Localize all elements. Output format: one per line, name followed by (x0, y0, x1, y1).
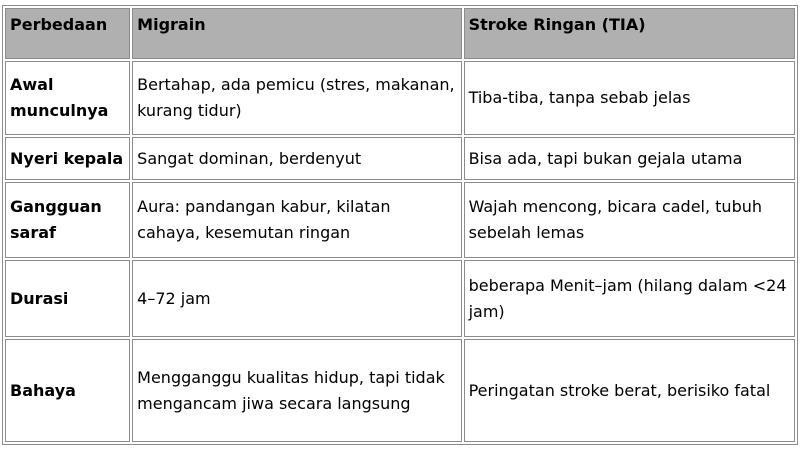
stroke-cell: beberapa Menit–jam (hilang dalam <24 jam) (464, 260, 795, 337)
table-row (5, 137, 795, 180)
row-label: Bahaya (5, 339, 130, 442)
row-label: Gangguan saraf (5, 182, 130, 258)
header-stroke-ringan: Stroke Ringan (TIA) (464, 8, 795, 59)
table-row (5, 61, 795, 135)
stroke-cell: Bisa ada, tapi bukan gejala utama (464, 137, 795, 180)
row-label: Nyeri kepala (5, 137, 130, 180)
table-row (5, 260, 795, 337)
migrain-cell: Mengganggu kualitas hidup, tapi tidak mengancam jiwa secara langsung (132, 339, 461, 442)
migrain-cell: Aura: pandangan kabur, kilatan cahaya, kesemutan ringan (132, 182, 461, 258)
header-migrain: Migrain (132, 8, 461, 59)
migrain-cell: Sangat dominan, berdenyut (132, 137, 461, 180)
comparison-table (2, 5, 798, 445)
stroke-cell: Wajah mencong, bicara cadel, tubuh sebelah lemas (464, 182, 795, 258)
stroke-cell: Peringatan stroke berat, berisiko fatal (464, 339, 795, 442)
migrain-cell: 4–72 jam (132, 260, 461, 337)
migrain-cell: Bertahap, ada pemicu (stres, makanan, kurang tidur) (132, 61, 461, 135)
table-row (5, 339, 795, 442)
stroke-cell: Tiba-tiba, tanpa sebab jelas (464, 61, 795, 135)
table-header-row (5, 8, 795, 59)
header-perbedaan: Perbedaan (5, 8, 130, 59)
table-row (5, 182, 795, 258)
row-label: Durasi (5, 260, 130, 337)
comparison-table-container (2, 5, 798, 467)
row-label: Awal munculnya (5, 61, 130, 135)
